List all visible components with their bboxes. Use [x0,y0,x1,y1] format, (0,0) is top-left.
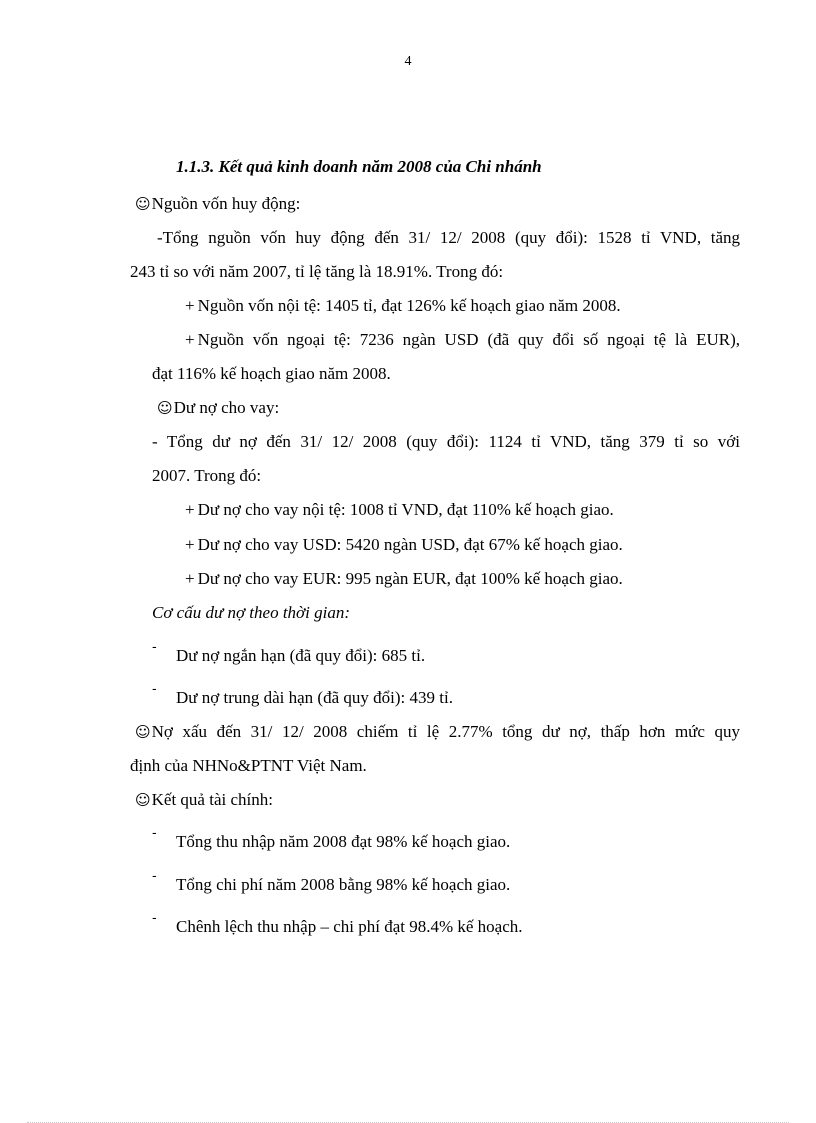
bad-debt-text: Nợ xấu đến 31/ 12/ 2008 chiếm tỉ lệ 2.77% tổng dư nợ, thấp hơn mức quy [151,722,740,741]
loans-line-1: - Tổng dư nợ đến 31/ 12/ 2008 (quy đổi): 1124 tỉ VND, tăng 379 tỉ so với [152,432,740,451]
dash-icon: - [152,682,157,697]
plus-marker: + [185,330,195,349]
dash-icon: - [152,640,157,655]
plus-marker: + [185,535,195,554]
loans-title-line [157,398,279,418]
page-number: 4 [404,54,412,69]
short-term-loans: Dư nợ ngắn hạn (đã quy đổi): 685 tỉ. [176,646,426,665]
section-heading: 1.1.3. Kết quả kinh doanh năm 2008 của Chi nhánh [176,157,542,176]
dash-icon: - [152,911,157,926]
loans-item-3 [185,569,623,589]
bad-debt-line-1 [135,722,740,742]
capital-item-1 [185,296,621,316]
financial-item-2: Tổng chi phí năm 2008 bằng 98% kế hoạch giao. [176,875,511,894]
loans-line-2: 2007. Trong đó: [152,466,262,485]
loan-structure-title: Cơ cấu dư nợ theo thời gian: [152,603,350,622]
dash-icon: - [152,826,157,841]
capital-item-1-text: Nguồn vốn nội tệ: 1405 tỉ, đạt 126% kế hoạch giao năm 2008. [197,296,621,315]
smiley-icon: ☺ [135,791,151,809]
financial-item-3: Chênh lệch thu nhập – chi phí đạt 98.4% kế hoạch. [176,917,523,936]
capital-title-line [135,194,300,214]
capital-line-1: -Tổng nguồn vốn huy động đến 31/ 12/ 2008 (quy đổi): 1528 tỉ VND, tăng [157,228,740,247]
bad-debt-line-2: định của NHNo&PTNT Việt Nam. [130,756,367,775]
capital-line-2: 243 tỉ so với năm 2007, tỉ lệ tăng là 18.91%. Trong đó: [130,262,504,281]
loans-item-1-text: Dư nợ cho vay nội tệ: 1008 tỉ VND, đạt 110% kế hoạch giao. [197,500,614,519]
capital-title: Nguồn vốn huy động: [151,194,301,213]
capital-item-2-line-1 [185,330,740,350]
smiley-icon: ☺ [157,399,173,417]
plus-marker: + [185,500,195,519]
loans-item-2-text: Dư nợ cho vay USD: 5420 ngàn USD, đạt 67% kế hoạch giao. [197,535,623,554]
loans-item-1 [185,500,614,520]
capital-item-2-line-2: đạt 116% kế hoạch giao năm 2008. [152,364,391,383]
dash-icon: - [152,869,157,884]
loans-item-3-text: Dư nợ cho vay EUR: 995 ngàn EUR, đạt 100% kế hoạch giao. [197,569,623,588]
capital-item-2-text: Nguồn vốn ngoại tệ: 7236 ngàn USD (đã quy đổi số ngoại tệ là EUR), [197,330,740,349]
loans-title: Dư nợ cho vay: [173,398,280,417]
long-term-loans: Dư nợ trung dài hạn (đã quy đổi): 439 tỉ. [176,688,453,707]
financial-title: Kết quả tài chính: [151,790,273,809]
smiley-icon: ☺ [135,723,151,741]
financial-title-line [135,790,273,810]
plus-marker: + [185,296,195,315]
loans-item-2 [185,535,623,555]
plus-marker: + [185,569,195,588]
financial-item-1: Tổng thu nhập năm 2008 đạt 98% kế hoạch giao. [176,832,511,851]
smiley-icon: ☺ [135,195,151,213]
